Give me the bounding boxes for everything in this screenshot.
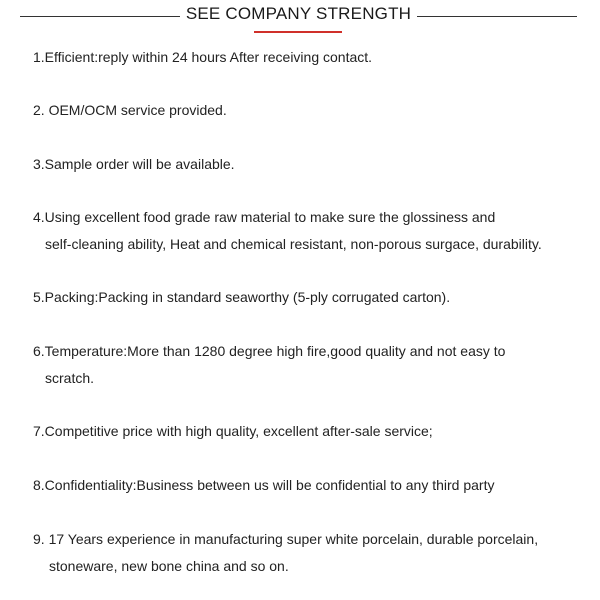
list-item-6	[33, 338, 578, 392]
list-item-9-line-2: stoneware, new bone china and so on.	[49, 558, 289, 574]
list-item-6-line-2: scratch.	[45, 370, 95, 386]
list-item-4	[33, 204, 578, 258]
list-item-8	[33, 472, 578, 499]
list-item-1	[33, 44, 578, 71]
list-item-4-line-2: self-cleaning ability, Heat and chemical resistant, non-porous surgace, durability.	[45, 236, 542, 252]
list-item-3	[33, 151, 578, 178]
list-item-6-line-1: 6.Temperature:More than 1280 degree high fire,good quality and not easy to	[33, 343, 506, 359]
list-item-7	[33, 418, 578, 445]
list-item-2	[33, 97, 578, 124]
list-item-8-line-1: 8.Confidentiality:Business between us will be confidential to any third party	[33, 477, 495, 493]
list-item-9-line-1: 9. 17 Years experience in manufacturing super white porcelain, durable porcelain,	[33, 531, 539, 547]
section-title: SEE COMPANY STRENGTH	[185, 4, 412, 23]
list-item-5-line-1: 5.Packing:Packing in standard seaworthy (5-ply corrugated carton).	[33, 289, 451, 305]
list-item-1-line-1: 1.Efficient:reply within 24 hours After receiving contact.	[33, 49, 373, 65]
list-item-5	[33, 284, 578, 311]
list-item-4-line-1: 4.Using excellent food grade raw material to make sure the glossiness and	[33, 209, 496, 225]
list-item-9	[33, 526, 578, 580]
list-item-3-line-1: 3.Sample order will be available.	[33, 156, 235, 172]
list-item-2-line-1: 2. OEM/OCM service provided.	[33, 102, 227, 118]
list-item-7-line-1: 7.Competitive price with high quality, excellent after-sale service;	[33, 423, 433, 439]
